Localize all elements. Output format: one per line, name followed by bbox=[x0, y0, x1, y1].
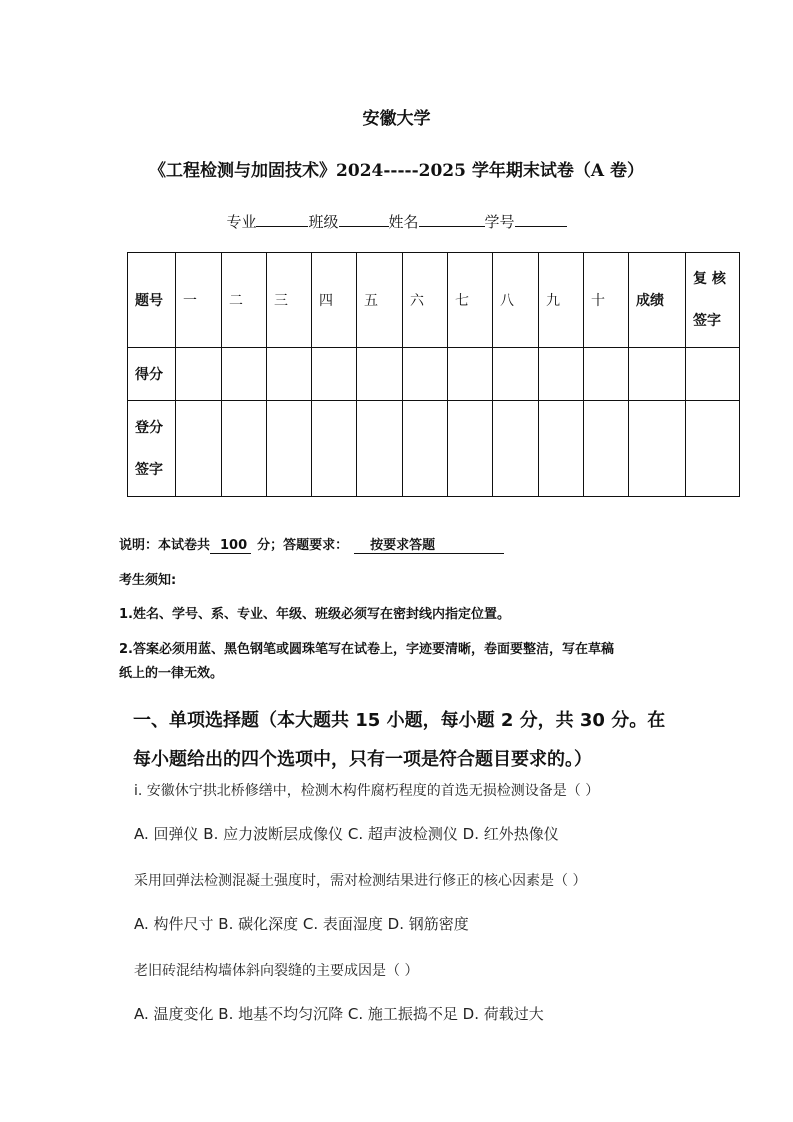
register-cell[interactable] bbox=[686, 401, 740, 497]
register-row-label bbox=[128, 401, 176, 497]
score-table bbox=[127, 252, 740, 497]
description-prefix: 说明：本试卷共 bbox=[119, 538, 211, 553]
header-cell: 九 bbox=[539, 253, 584, 348]
score-cell[interactable] bbox=[686, 348, 740, 401]
student-info-line bbox=[0, 211, 793, 232]
name-blank[interactable] bbox=[419, 212, 485, 227]
score-cell[interactable] bbox=[222, 348, 267, 401]
major-blank[interactable] bbox=[256, 212, 308, 227]
header-cell: 二 bbox=[222, 253, 267, 348]
notice-item-2-line2: 纸上的一律无效。 bbox=[119, 666, 224, 681]
notice-item-2-line1: 2.答案必须用蓝、黑色钢笔或圆珠笔写在试卷上，字迹要清晰，卷面要整洁，写在草稿 bbox=[119, 642, 614, 657]
register-cell[interactable] bbox=[629, 401, 686, 497]
id-blank[interactable] bbox=[515, 212, 567, 227]
register-cell[interactable] bbox=[267, 401, 312, 497]
reviewer-label-line2: 签字 bbox=[693, 313, 721, 329]
score-cell[interactable] bbox=[629, 348, 686, 401]
register-cell[interactable] bbox=[312, 401, 357, 497]
header-cell: 三 bbox=[267, 253, 312, 348]
header-cell: 六 bbox=[403, 253, 448, 348]
register-cell[interactable] bbox=[357, 401, 403, 497]
header-cell: 四 bbox=[312, 253, 357, 348]
score-row bbox=[128, 348, 740, 401]
register-cell[interactable] bbox=[403, 401, 448, 497]
register-row bbox=[128, 401, 740, 497]
question-1-options: A. 回弹仪 B. 应力波断层成像仪 C. 超声波检测仪 D. 红外热像仪 bbox=[134, 825, 559, 843]
question-2-options: A. 构件尺寸 B. 碳化深度 C. 表面湿度 D. 钢筋密度 bbox=[134, 915, 469, 933]
header-cell: 十 bbox=[584, 253, 629, 348]
section-1-title-line1: 一、单项选择题（本大题共 15 小题，每小题 2 分，共 30 分。在 bbox=[133, 710, 666, 731]
register-cell[interactable] bbox=[539, 401, 584, 497]
notice-item-1: 1.姓名、学号、系、专业、年级、班级必须写在密封线内指定位置。 bbox=[119, 607, 510, 622]
score-cell[interactable] bbox=[267, 348, 312, 401]
score-cell[interactable] bbox=[493, 348, 539, 401]
score-cell[interactable] bbox=[448, 348, 493, 401]
section-1-title-line2: 每小题给出的四个选项中，只有一项是符合题目要求的。） bbox=[133, 749, 592, 770]
class-blank[interactable] bbox=[339, 212, 389, 227]
table-header-row bbox=[128, 253, 740, 348]
header-cell: 八 bbox=[493, 253, 539, 348]
register-cell[interactable] bbox=[222, 401, 267, 497]
register-cell[interactable] bbox=[493, 401, 539, 497]
question-3-options: A. 温度变化 B. 地基不均匀沉降 C. 施工振捣不足 D. 荷载过大 bbox=[134, 1005, 544, 1023]
header-cell: 七 bbox=[448, 253, 493, 348]
register-cell[interactable] bbox=[448, 401, 493, 497]
header-cell: 五 bbox=[357, 253, 403, 348]
question-1-text: i. 安徽休宁拱北桥修缮中，检测木构件腐朽程度的首选无损检测设备是（ ） bbox=[134, 783, 600, 799]
score-cell[interactable] bbox=[312, 348, 357, 401]
major-label: 专业 bbox=[226, 213, 257, 231]
class-label: 班级 bbox=[308, 213, 339, 231]
score-row-label: 得分 bbox=[128, 348, 176, 401]
exam-description bbox=[119, 534, 504, 554]
id-label: 学号 bbox=[484, 213, 515, 231]
header-cell: 一 bbox=[176, 253, 222, 348]
reviewer-sign-header bbox=[686, 253, 740, 348]
reviewer-label-line1: 复 核 bbox=[693, 271, 726, 287]
university-title: 安徽大学 bbox=[362, 109, 431, 129]
score-cell[interactable] bbox=[403, 348, 448, 401]
name-label: 姓名 bbox=[388, 213, 419, 231]
register-cell[interactable] bbox=[176, 401, 222, 497]
register-label-line2: 签字 bbox=[135, 461, 163, 478]
header-cell: 题号 bbox=[128, 253, 176, 348]
total-score: 100 bbox=[210, 538, 251, 554]
score-cell[interactable] bbox=[357, 348, 403, 401]
score-cell[interactable] bbox=[539, 348, 584, 401]
exam-title: 《工程检测与加固技术》2024-----2025 学年期末试卷（A 卷） bbox=[149, 161, 644, 181]
question-2-text: 采用回弹法检测混凝土强度时，需对检测结果进行修正的核心因素是（ ） bbox=[134, 873, 587, 889]
answer-requirement: 按要求答题 bbox=[354, 534, 504, 554]
question-3-text: 老旧砖混结构墙体斜向裂缝的主要成因是（ ） bbox=[134, 963, 419, 979]
score-cell[interactable] bbox=[584, 348, 629, 401]
header-cell: 成绩 bbox=[629, 253, 686, 348]
register-cell[interactable] bbox=[584, 401, 629, 497]
description-middle: 分；答题要求： bbox=[257, 538, 349, 553]
score-cell[interactable] bbox=[176, 348, 222, 401]
notice-title: 考生须知: bbox=[119, 573, 177, 588]
register-label-line1: 登分 bbox=[135, 419, 163, 436]
